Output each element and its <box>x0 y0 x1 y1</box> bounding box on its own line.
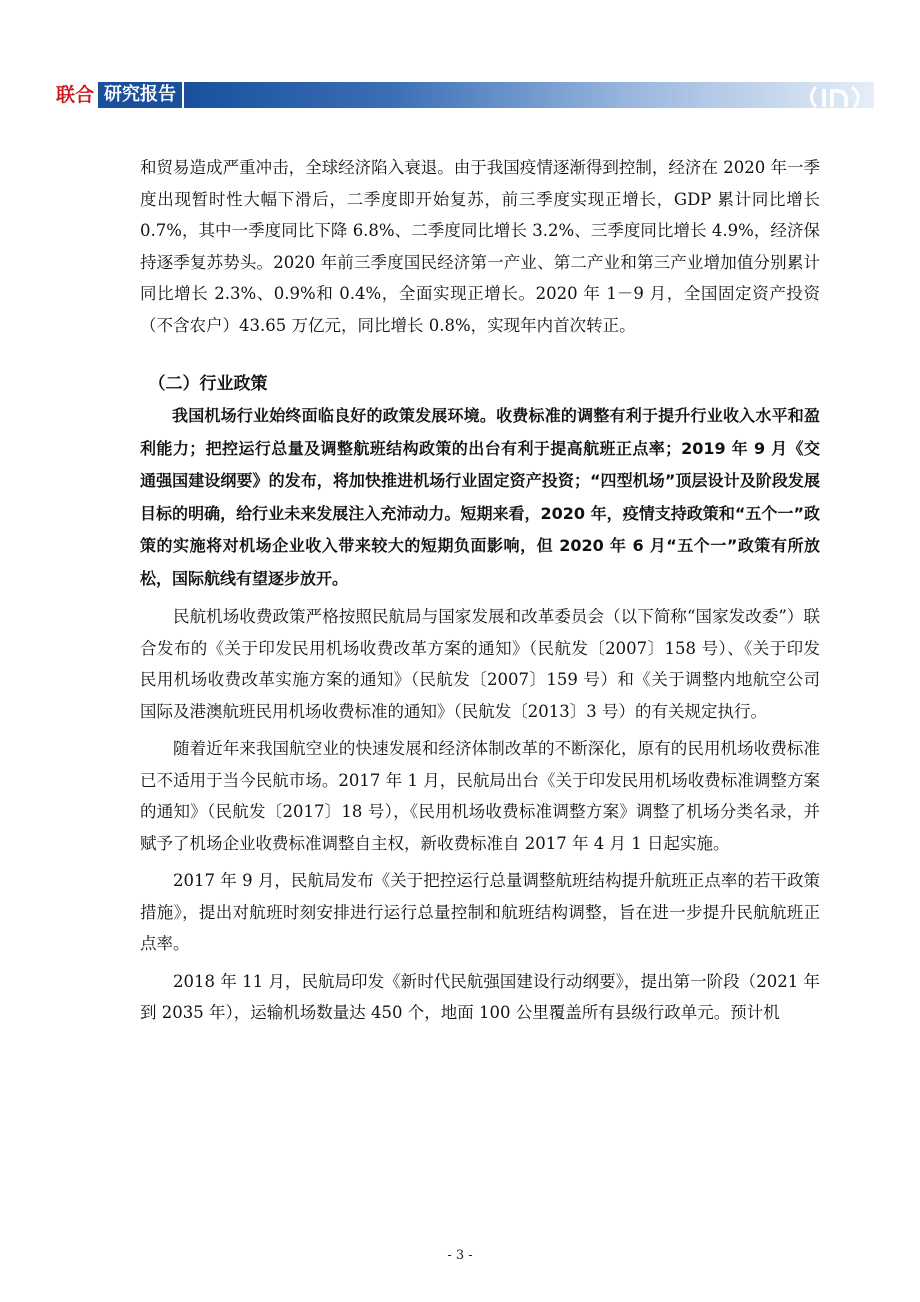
paragraph-fee-adjustment: 随着近年来我国航空业的快速发展和经济体制改革的不断深化，原有的民用机场收费标准已不适用于当今民航市场。2017 年 1 月，民航局出台《关于印发民用机场收费标准调整方案的通知》（民航发〔2017〕18 号），《民用机场收费标准调整方案》调整了机场分类名录，并赋予了机场企业收费标准调整自主权，新收费标准自 2017 年 4 月 1 日起实施。 <box>140 739 820 853</box>
policy-summary: 我国机场行业始终面临良好的政策发展环境。收费标准的调整有利于提升行业收入水平和盈利能力；把控运行总量及调整航班结构政策的出台有利于提高航班正点率；2019 年 9 月《交通强国建设纲要》的发布，将加快推进机场行业固定资产投资；“四型机场”顶层设计及阶段发展目标的明确，给行业未来发展注入充沛动力。短期来看，2020 年，疫情支持政策和“五个一”政策的实施将对机场企业收入带来较大的短期负面影响，但 2020 年 6 月“五个一”政策有所放松，国际航线有望逐步放开。 <box>140 406 820 588</box>
brand-name-blue: 研究报告 <box>98 82 182 108</box>
report-body <box>140 152 820 1029</box>
paragraph-action-plan: 2018 年 11 月，民航局印发《新时代民航强国建设行动纲要》，提出第一阶段（2021 年到 2035 年），运输机场数量达 450 个，地面 100 公里覆盖所有县级行政单元。预计机 <box>140 971 820 1022</box>
paragraph-economy: 和贸易造成严重冲击，全球经济陷入衰退。由于我国疫情逐渐得到控制，经济在 2020 年一季度出现暂时性大幅下滑后，二季度即开始复苏，前三季度实现正增长，GDP 累计同比增长 0.7%，其中一季度同比下降 6.8%、二季度同比增长 3.2%、三季度同比增长 4.9%，经济保持逐季复苏势头。2020 年前三季度国民经济第一产业、第二产业和第三产业增加值分别累计同比增长 2.3%、0.9%和 0.4%，全面实现正增长。2020 年 1－9 月，全国固定资产投资（不含农户）43.65 万亿元，同比增长 0.8%，实现年内首次转正。 <box>140 158 820 335</box>
page-number: - 3 - <box>447 1248 473 1263</box>
report-header <box>56 80 874 110</box>
brand-name-red: 联合 <box>56 84 95 106</box>
paragraph-punctuality: 2017 年 9 月，民航局发布《关于把控运行总量调整航班结构提升航班正点率的若干政策措施》，提出对航班时刻安排进行运行总量控制和航班结构调整，旨在进一步提升民航航班正点率。 <box>140 871 820 953</box>
section-heading: （二）行业政策 <box>148 374 268 394</box>
paragraph-fee-policy: 民航机场收费政策严格按照民航局与国家发展和改革委员会（以下简称“国家发改委”）联合发布的《关于印发民用机场收费改革方案的通知》（民航发〔2007〕158 号）、《关于印发民用机场收费改革实施方案的通知》（民航发〔2007〕159 号）和《关于调整内地航空公司国际及港澳航班民用机场收费标准的通知》（民航发〔2013〕3 号）的有关规定执行。 <box>140 607 820 721</box>
lh-logo-icon <box>808 85 868 109</box>
header-gradient-bar <box>184 82 874 108</box>
